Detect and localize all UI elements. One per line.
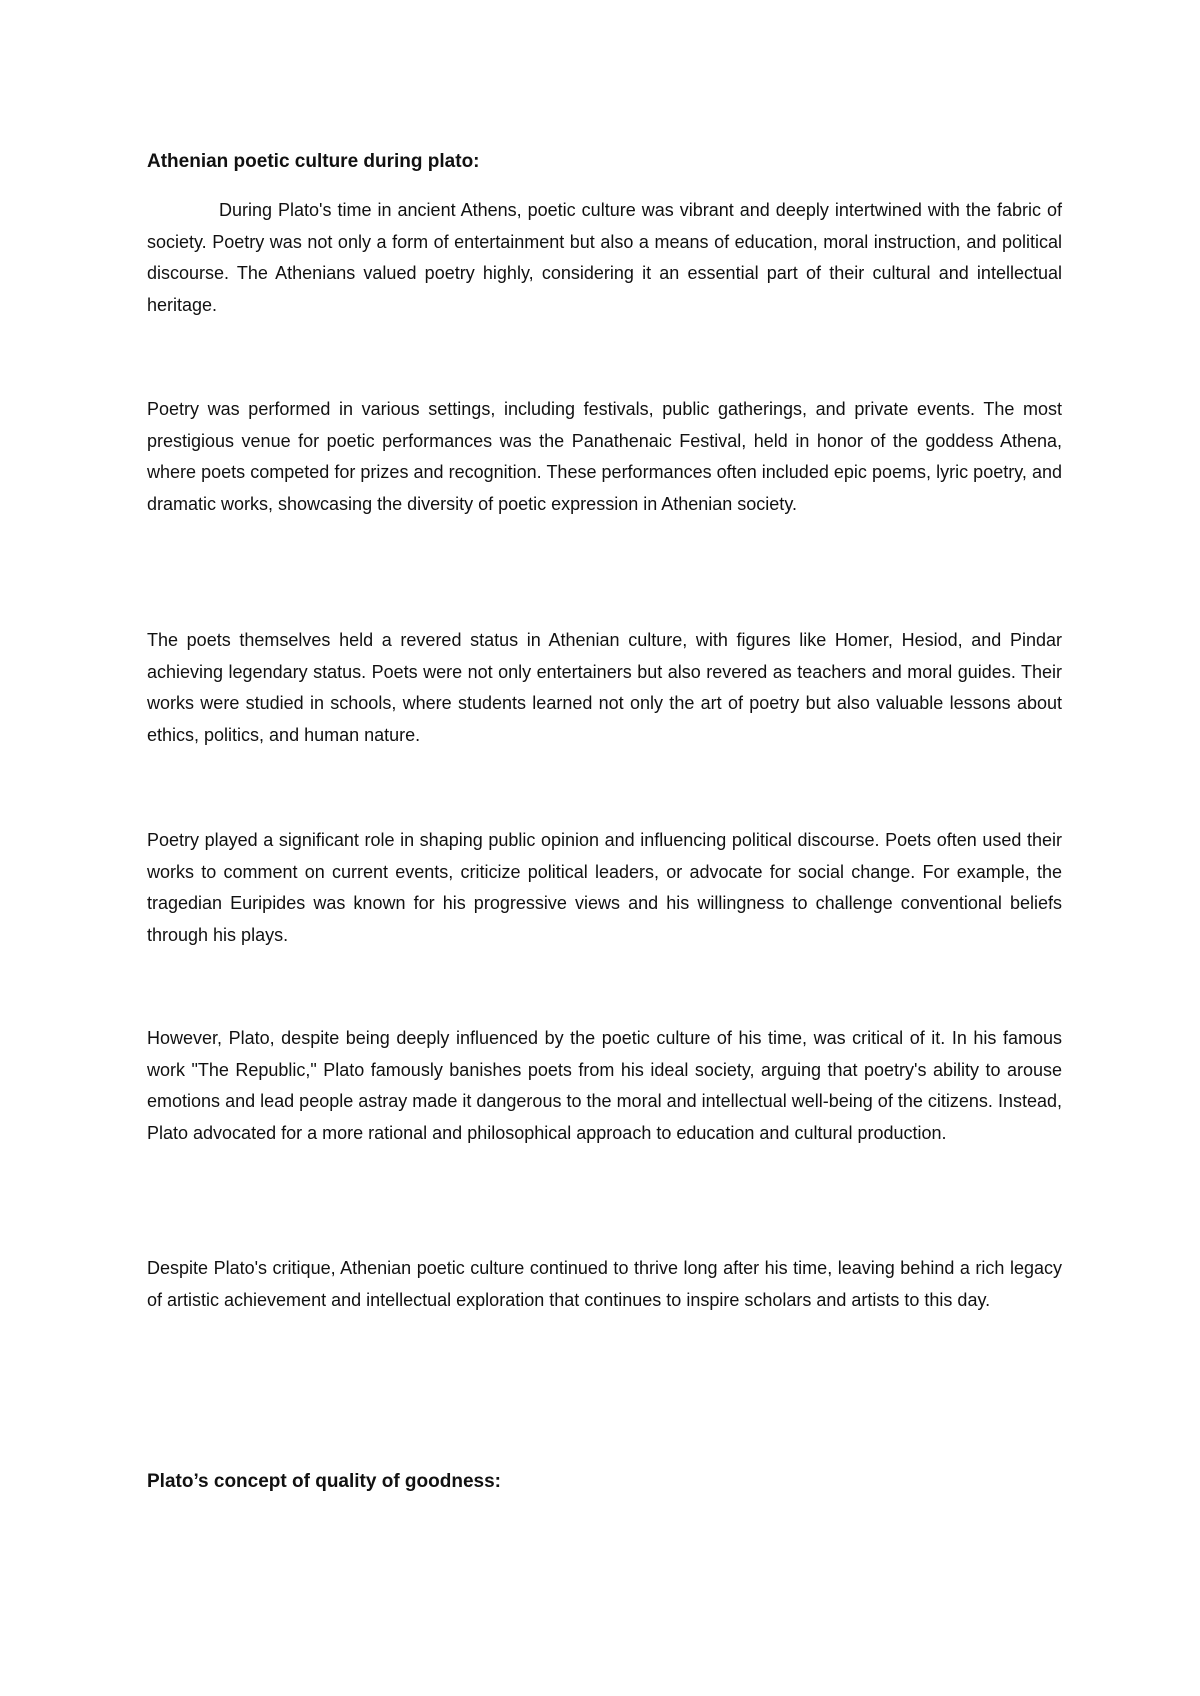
section-heading-athenian-poetic-culture: Athenian poetic culture during plato: — [147, 151, 480, 172]
section-heading-plato-goodness: Plato’s concept of quality of goodness: — [147, 1471, 501, 1492]
paragraph-4: Poetry played a significant role in shaping public opinion and influencing political discourse. Poets often used their works to comment on current events, criticize political leaders, or advocate for social change. For example, the tragedian Euripides was known for his progressive views and his willingness to challenge conventional beliefs through his plays. — [147, 830, 1062, 945]
paragraph-5: However, Plato, despite being deeply influenced by the poetic culture of his time, was critical of it. In his famous work "The Republic," Plato famously banishes poets from his ideal society, arguing that poetry's ability to arouse emotions and lead people astray made it dangerous to the moral and intellectual well-being of the citizens. Instead, Plato advocated for a more rational and philosophical approach to education and cultural production. — [147, 1028, 1062, 1143]
paragraph-2: Poetry was performed in various settings, including festivals, public gatherings, and private events. The most prestigious venue for poetic performances was the Panathenaic Festival, held in honor of the goddess Athena, where poets competed for prizes and recognition. These performances often included epic poems, lyric poetry, and dramatic works, showcasing the diversity of poetic expression in Athenian society. — [147, 399, 1062, 514]
paragraph-3: The poets themselves held a revered status in Athenian culture, with figures like Homer, Hesiod, and Pindar achieving legendary status. Poets were not only entertainers but also revered as teachers and moral guides. Their works were studied in schools, where students learned not only the art of poetry but also valuable lessons about ethics, politics, and human nature. — [147, 630, 1062, 745]
paragraph-6: Despite Plato's critique, Athenian poetic culture continued to thrive long after his time, leaving behind a rich legacy of artistic achievement and intellectual exploration that continues to inspire scholars and artists to this day. — [147, 1258, 1062, 1310]
paragraph-1: During Plato's time in ancient Athens, poetic culture was vibrant and deeply intertwined with the fabric of society. Poetry was not only a form of entertainment but also a means of education, moral instruction, and political discourse. The Athenians valued poetry highly, considering it an essential part of their cultural and intellectual heritage. — [147, 200, 1062, 315]
